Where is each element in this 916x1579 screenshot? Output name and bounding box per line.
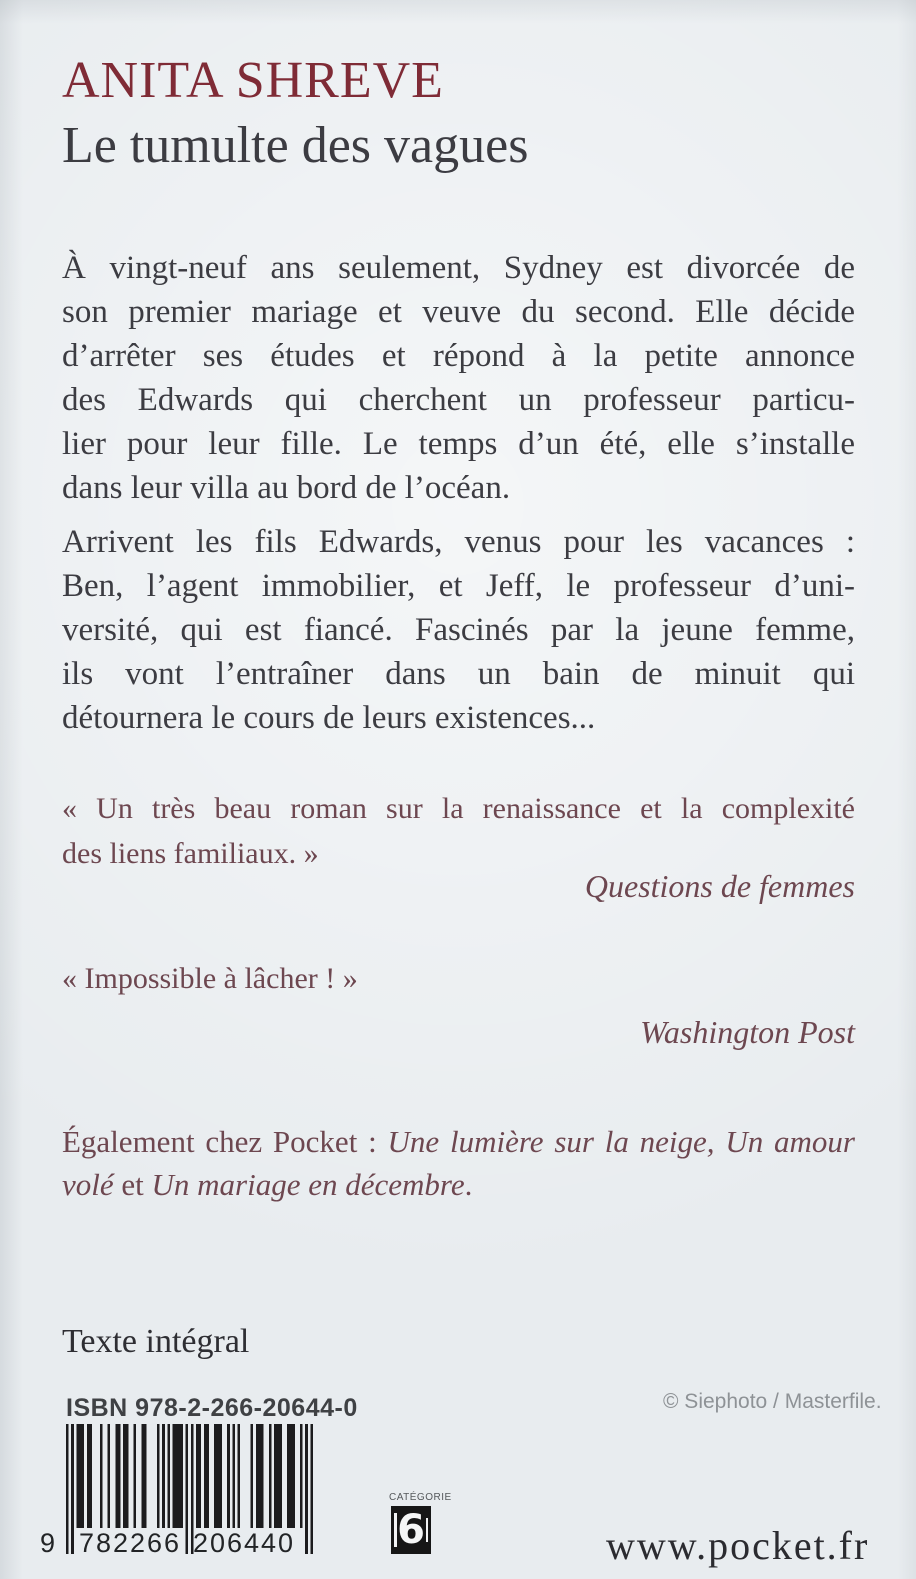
synopsis (62, 246, 855, 740)
text-line: Ben, l’agent immobilier, et Jeff, le professeur d’uni- (62, 568, 855, 604)
press-quote-1 (62, 786, 855, 876)
text-line: dans leur villa au bord de l’océan. (62, 470, 511, 506)
book-title: Le tumulte des vagues (62, 117, 529, 174)
text-line: versité, qui est fiancé. Fascinés par la jeune femme, (62, 612, 855, 648)
author-name: ANITA SHREVE (62, 52, 444, 109)
texte-integral-label: Texte intégral (62, 1323, 250, 1360)
press-quote-2 (62, 956, 855, 1001)
press-quote-1-source: Questions de femmes (584, 868, 855, 904)
text-line: détournera le cours de leurs existences... (62, 700, 596, 736)
text-line: « Impossible à lâcher ! » (62, 962, 358, 995)
press-quote-2-source: Washington Post (640, 1014, 855, 1050)
text-line: des Edwards qui cherchent un professeur particu- (62, 382, 855, 418)
category-badge (389, 1492, 452, 1554)
barcode-digits-left: 782266 (78, 1528, 182, 1558)
text-line: « Un très beau roman sur la renaissance et la complexité (62, 792, 855, 825)
synopsis-paragraph (62, 246, 855, 510)
photo-credit: © Siephoto / Masterfile. (663, 1390, 882, 1413)
text-line: Arrivent les fils Edwards, venus pour les vacances : (62, 524, 855, 560)
also-available-list (62, 1120, 855, 1206)
barcode-digit-lead: 9 (40, 1528, 56, 1558)
text-line: volé et Un mariage en décembre. (62, 1167, 473, 1202)
barcode-digits-right: 206440 (192, 1528, 296, 1558)
text-line: des liens familiaux. » (62, 837, 319, 870)
text-line: d’arrêter ses études et répond à la petite annonce (62, 338, 855, 374)
category-box (391, 1506, 431, 1554)
website-url: www.pocket.fr (606, 1523, 870, 1568)
text-line: lier pour leur fille. Le temps d’un été, elle s’installe (62, 426, 855, 462)
text-line: ils vont l’entraîner dans un bain de minuit qui (62, 656, 855, 692)
synopsis-paragraph (62, 520, 855, 740)
barcode (40, 1424, 330, 1564)
category-number: 6 (397, 1507, 425, 1553)
isbn-label: ISBN 978-2-266-20644-0 (66, 1394, 358, 1422)
category-label: CATÉGORIE (389, 1492, 452, 1503)
text-line: son premier mariage et veuve du second. Elle décide (62, 294, 855, 330)
text-line: Également chez Pocket : Une lumière sur la neige, Un amour (62, 1124, 855, 1159)
text-line: À vingt-neuf ans seulement, Sydney est divorcée de (62, 250, 855, 286)
